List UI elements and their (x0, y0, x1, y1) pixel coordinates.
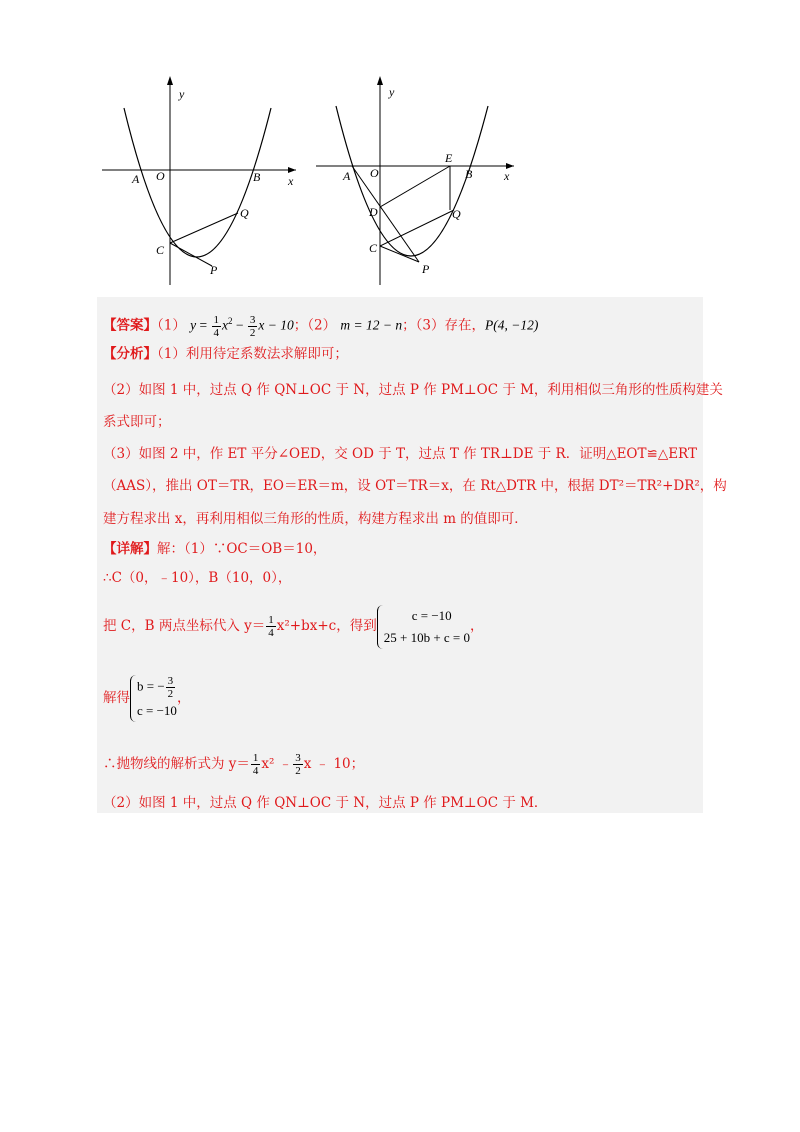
detail-line-4: 解得 b = − $\frac{3}{2}$ c = −10 ， (103, 672, 190, 724)
label-a: A (132, 172, 140, 186)
answer-eq3: P(4, −12) (484, 317, 539, 333)
label-a: A (343, 169, 351, 183)
analysis-line-6: 建方程求出 x，再利用相似三角形的性质，构建方程求出 m 的值即可． (103, 511, 528, 527)
solution-system: b = − $\frac{3}{2}$ c = −10 (130, 675, 177, 722)
figure-1 (100, 70, 300, 290)
label-x: x (504, 169, 510, 183)
label-p: P (422, 262, 430, 276)
answer-eq2: m = 12 − n (340, 317, 403, 333)
answer-line: 【答案】（1） y = $\frac{1}{4}$ $x^2$ − $\frac{3}{2}$ x − 10；（2） m = 12 − n；（3）存在，P(4, −12) (103, 313, 539, 339)
detail-line-6: （2）如图 1 中，过点 Q 作 QN⊥OC 于 N，过点 P 作 PM⊥OC 于 M． (103, 795, 548, 811)
analysis-tag: 【分析】 (103, 346, 157, 362)
label-y: y (179, 87, 185, 101)
y-axis-arrow (167, 76, 173, 85)
label-o: O (370, 166, 379, 180)
segment-cq (380, 210, 454, 246)
detail-tag: 【详解】 (103, 541, 157, 557)
detail-line-5: ∴抛物线的解析式为 y＝ $\frac{1}{4}$ x² ﹣ $\frac{3}{2}$ x ﹣ 10； (103, 752, 365, 777)
analysis-line-5: （AAS），推出 OT＝TR，EO＝ER＝m，设 OT＝TR＝x，在 Rt△DTR 中，根据 DT²＝TR²+DR²，构 (103, 478, 727, 494)
analysis-line-3: 系式即可； (103, 414, 171, 430)
label-q: Q (240, 206, 249, 220)
detail-line-2: ∴C（0，﹣10），B（10，0）， (103, 570, 292, 586)
answer-tag: 【答案】 (103, 317, 157, 334)
parabola (124, 108, 271, 257)
figure-2 (314, 70, 519, 290)
label-c: C (369, 241, 378, 255)
fraction: $\frac{3}{2}$ (295, 752, 301, 777)
parabola (336, 106, 488, 256)
analysis-line-1: 【分析】（1）利用待定系数法求解即可； (103, 346, 348, 362)
figure-1-graph (100, 70, 300, 290)
label-x: x (288, 174, 294, 188)
y-axis-arrow (377, 76, 383, 85)
segment-ap (352, 166, 419, 262)
fraction: $\frac{1}{4}$ (268, 614, 274, 639)
fraction: $\frac{1}{4}$ (213, 313, 220, 339)
segment-de (380, 166, 450, 207)
label-e: E (445, 151, 453, 165)
label-b: B (465, 167, 473, 181)
label-c: C (156, 243, 165, 257)
label-d: D (369, 205, 378, 219)
fraction: $\frac{1}{4}$ (252, 752, 259, 777)
label-p: P (210, 263, 218, 277)
detail-line-1: 【详解】解：（1）∵OC＝OB＝10， (103, 541, 327, 557)
x-axis-arrow (288, 167, 296, 173)
equation-system: c = −10 25 + 10b + c = 0 (377, 605, 470, 649)
fraction: $\frac{3}{2}$ (249, 313, 256, 339)
segment-cq (170, 213, 238, 243)
analysis-line-4: （3）如图 2 中，作 ET 平分∠OED，交 OD 于 T，过点 T 作 TR⊥DE 于 R．证明△EOT≌△ERT (103, 446, 697, 462)
figure-2-graph (314, 70, 519, 290)
label-b: B (253, 170, 261, 184)
analysis-line-2: （2）如图 1 中，过点 Q 作 QN⊥OC 于 N，过点 P 作 PM⊥OC 于 M，利用相似三角形的性质构建关 (103, 382, 723, 398)
detail-line-3: 把 C，B 两点坐标代入 y＝ $\frac{1}{4}$ x²+bx+c，得到 c = −10 25 + 10b + c = 0 ， (103, 604, 484, 649)
label-y: y (389, 85, 395, 99)
label-q: Q (452, 207, 461, 221)
label-o: O (156, 169, 165, 183)
